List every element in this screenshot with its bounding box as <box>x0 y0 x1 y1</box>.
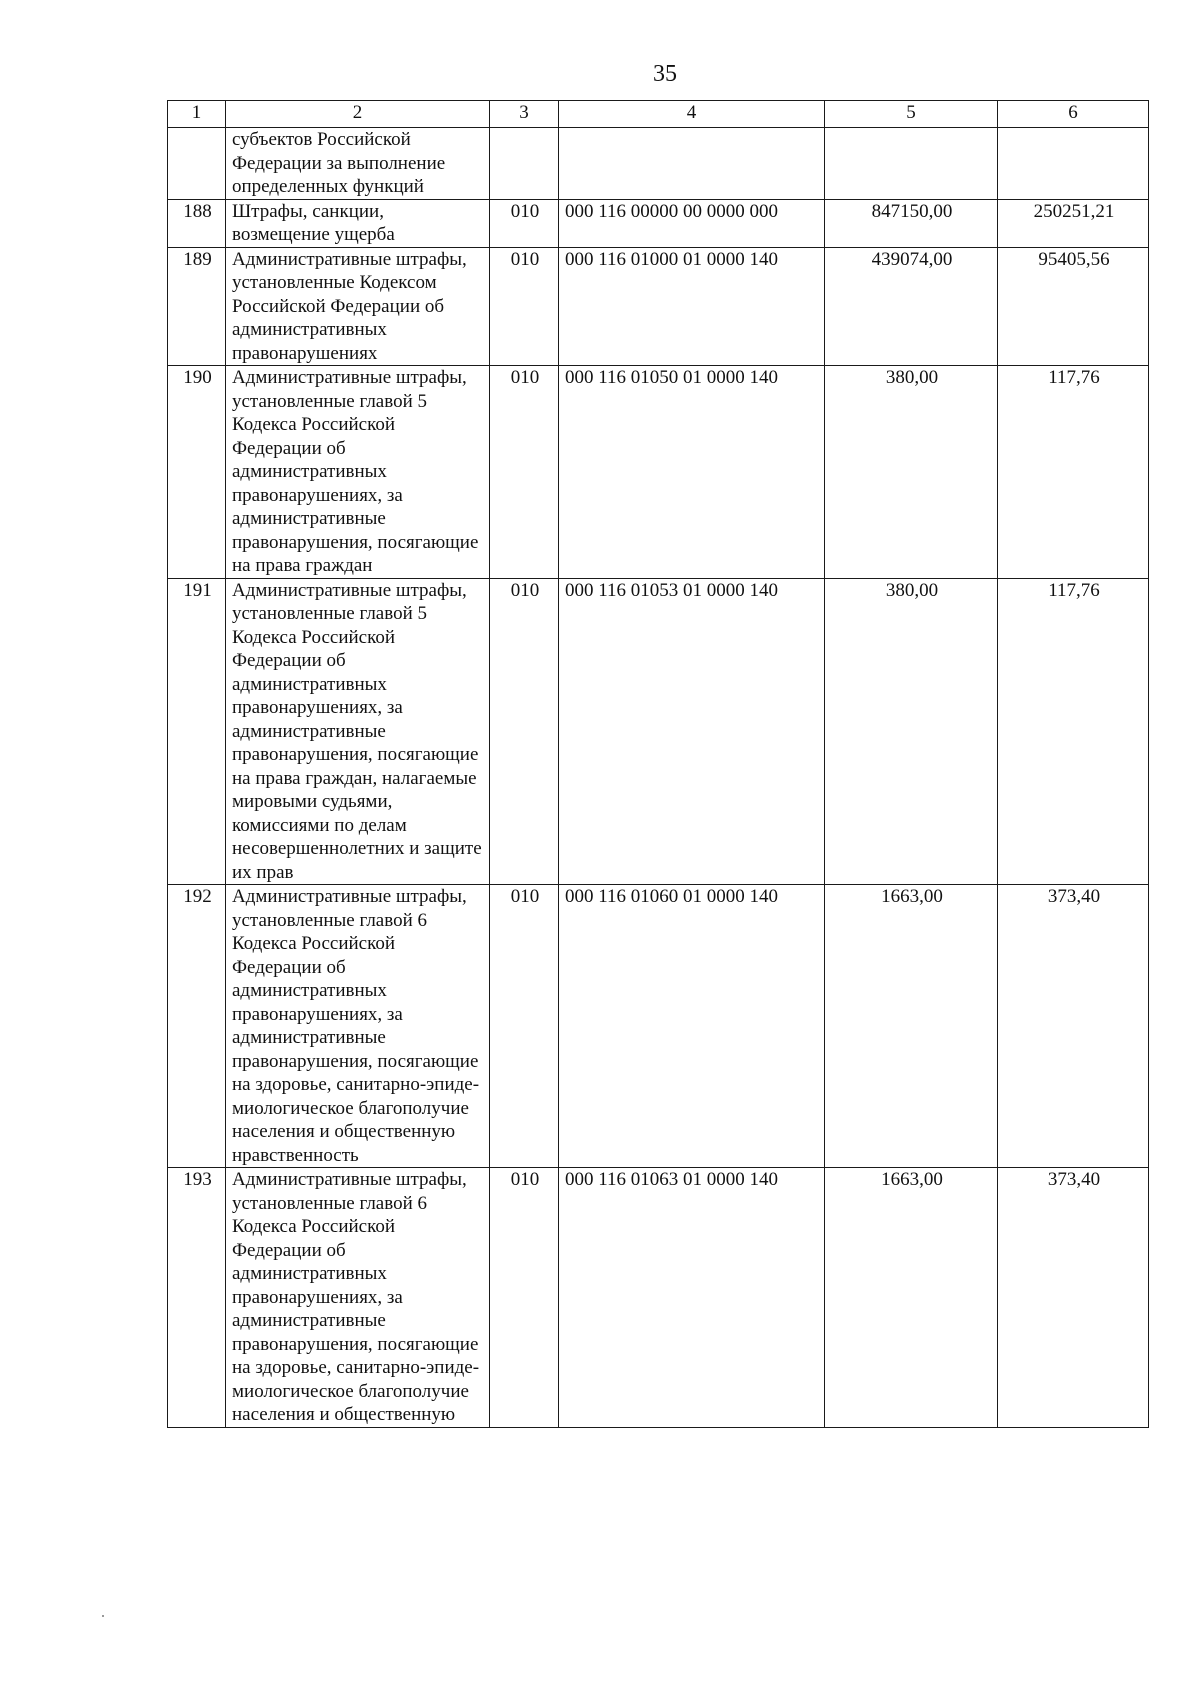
row-budget-code <box>559 128 825 200</box>
row-plan-amount: 380,00 <box>825 578 998 885</box>
row-number: 192 <box>168 885 226 1168</box>
row-name: Штрафы, санкции, возмещение ущерба <box>226 199 490 247</box>
row-admin-code: 010 <box>490 578 559 885</box>
row-plan-amount: 847150,00 <box>825 199 998 247</box>
row-budget-code: 000 116 01063 01 0000 140 <box>559 1168 825 1428</box>
row-plan-amount: 380,00 <box>825 366 998 579</box>
row-exec-amount: 373,40 <box>998 885 1149 1168</box>
row-exec-amount: 117,76 <box>998 366 1149 579</box>
row-number: 190 <box>168 366 226 579</box>
row-admin-code: 010 <box>490 1168 559 1428</box>
row-number: 191 <box>168 578 226 885</box>
row-name: Административные штрафы, установленные главой 6 Кодекса Российской Федерации об административных правонарушениях, за административные правонарушения, посягающие на здоровье, санитарно-эпиде-миологическое благополучие населения и общественную нравственность <box>226 885 490 1168</box>
row-exec-amount: 250251,21 <box>998 199 1149 247</box>
row-number: 188 <box>168 199 226 247</box>
header-col-4: 4 <box>559 101 825 128</box>
header-col-2: 2 <box>226 101 490 128</box>
table-row <box>168 578 1149 885</box>
row-admin-code <box>490 128 559 200</box>
row-budget-code: 000 116 00000 00 0000 000 <box>559 199 825 247</box>
row-budget-code: 000 116 01000 01 0000 140 <box>559 247 825 366</box>
table-row <box>168 366 1149 579</box>
row-number: 189 <box>168 247 226 366</box>
page-number: 35 <box>653 61 677 87</box>
row-name: субъектов Российской Федерации за выполнение определенных функций <box>226 128 490 200</box>
table-row <box>168 885 1149 1168</box>
row-admin-code: 010 <box>490 247 559 366</box>
row-name: Административные штрафы, установленные главой 5 Кодекса Российской Федерации об административных правонарушениях, за административные правонарушения, посягающие на права граждан, налагаемые мировыми судьями, комиссиями по делам несовершеннолетних и защите их прав <box>226 578 490 885</box>
row-name: Административные штрафы, установленные главой 5 Кодекса Российской Федерации об административных правонарушениях, за административные правонарушения, посягающие на права граждан <box>226 366 490 579</box>
header-row <box>168 101 1149 128</box>
row-exec-amount: 373,40 <box>998 1168 1149 1428</box>
row-admin-code: 010 <box>490 885 559 1168</box>
table-row <box>168 128 1149 200</box>
table-body <box>168 128 1149 1428</box>
row-exec-amount: 95405,56 <box>998 247 1149 366</box>
table-row <box>168 199 1149 247</box>
table-row <box>168 247 1149 366</box>
row-number: 193 <box>168 1168 226 1428</box>
header-col-6: 6 <box>998 101 1149 128</box>
row-admin-code: 010 <box>490 366 559 579</box>
row-budget-code: 000 116 01060 01 0000 140 <box>559 885 825 1168</box>
table-header <box>168 101 1149 128</box>
row-plan-amount <box>825 128 998 200</box>
row-plan-amount: 1663,00 <box>825 885 998 1168</box>
header-col-3: 3 <box>490 101 559 128</box>
header-col-1: 1 <box>168 101 226 128</box>
table-row <box>168 1168 1149 1428</box>
budget-table <box>167 100 1149 1428</box>
row-plan-amount: 1663,00 <box>825 1168 998 1428</box>
row-exec-amount: 117,76 <box>998 578 1149 885</box>
header-col-5: 5 <box>825 101 998 128</box>
row-exec-amount <box>998 128 1149 200</box>
row-budget-code: 000 116 01053 01 0000 140 <box>559 578 825 885</box>
row-budget-code: 000 116 01050 01 0000 140 <box>559 366 825 579</box>
row-plan-amount: 439074,00 <box>825 247 998 366</box>
row-admin-code: 010 <box>490 199 559 247</box>
row-name: Административные штрафы, установленные Кодексом Российской Федерации об административных правонарушениях <box>226 247 490 366</box>
row-name: Административные штрафы, установленные главой 6 Кодекса Российской Федерации об административных правонарушениях, за административные правонарушения, посягающие на здоровье, санитарно-эпиде-миологическое благополучие населения и общественную <box>226 1168 490 1428</box>
scan-speck <box>102 1615 104 1617</box>
row-number <box>168 128 226 200</box>
